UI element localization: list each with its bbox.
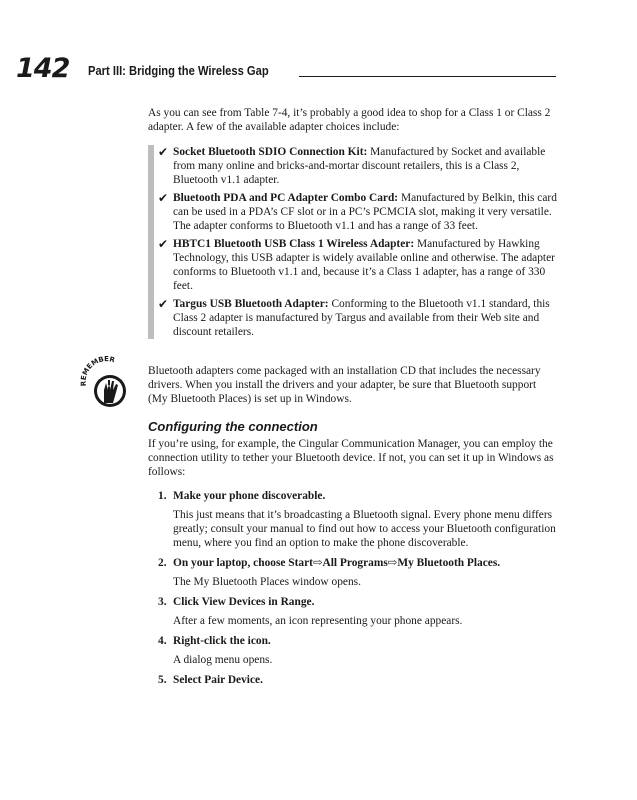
adapter-name: Targus USB Bluetooth Adapter:: [173, 298, 329, 310]
remember-paragraph: Bluetooth adapters come packaged with an installation CD that includes the necessary drivers. When you install the drivers and your adapter, be sure that Bluetooth support (My Bluetooth Places) is set up in Windows.: [148, 365, 541, 405]
part-title: Part III: Bridging the Wireless Gap: [88, 63, 269, 78]
step-title: Make your phone discoverable.: [173, 490, 326, 502]
step-desc: After a few moments, an icon representing your phone appears.: [173, 615, 463, 627]
step-number: 3.: [158, 596, 167, 608]
step-number: 2.: [158, 557, 167, 569]
step-number: 5.: [158, 674, 167, 686]
header-rule: [299, 76, 556, 77]
step-number: 1.: [158, 490, 167, 502]
step-desc: This just means that it’s broadcasting a Bluetooth signal. Every phone menu differs greatly; consult your manual to find out how to access your Bluetooth configuration menu, where you find an option to make the phone discoverable.: [173, 509, 556, 549]
step-desc: A dialog menu opens.: [173, 654, 273, 666]
step-title: On your laptop, choose Start⇨All Programs⇨My Bluetooth Places.: [173, 557, 501, 569]
adapter-desc: Manufactured by Belkin, this card can be used in a PDA’s CF slot or in a PC’s PCMCIA slot, making it very versatile. The adapter conforms to Bluetooth v1.1 and has a range of 33 feet.: [173, 192, 557, 232]
section-heading: Configuring the connection: [148, 419, 318, 434]
step-title: Click View Devices in Range.: [173, 596, 315, 608]
step-number: 4.: [158, 635, 167, 647]
remember-label: REMEMBER: [80, 356, 116, 387]
steps-list: [158, 489, 558, 693]
adapter-desc: Manufactured by Hawking Technology, this USB adapter is widely available online and otherwise. The adapter conforms to Bluetooth v1.1 and, because it’s a Class 1 adapter, has a range of 330 feet.: [173, 238, 555, 292]
list-item: [158, 595, 558, 628]
adapter-name: Socket Bluetooth SDIO Connection Kit:: [173, 146, 368, 158]
adapter-name: HBTC1 Bluetooth USB Class 1 Wireless Adapter:: [173, 238, 415, 250]
list-item: [158, 191, 566, 233]
running-header: [16, 54, 556, 84]
list-item: [158, 489, 558, 550]
check-icon: ✔: [158, 297, 169, 311]
list-item: [158, 634, 558, 667]
check-icon: ✔: [158, 145, 169, 159]
intro-paragraph: As you can see from Table 7-4, it’s probably a good idea to shop for a Class 1 or Class 2 adapter. A few of the available adapter choices include:: [148, 107, 551, 133]
adapter-list: [148, 145, 566, 339]
remember-hand-icon: [80, 356, 132, 410]
adapter-desc: Conforming to the Bluetooth v1.1 standard, this Class 2 adapter is manufactured by Targus and available from their Web site and discount retailers.: [173, 298, 550, 338]
list-item: [158, 673, 558, 687]
step-title: Select Pair Device.: [173, 674, 263, 686]
adapter-name: Bluetooth PDA and PC Adapter Combo Card:: [173, 192, 399, 204]
check-icon: ✔: [158, 237, 169, 251]
list-item: [158, 556, 558, 589]
list-item: [158, 237, 566, 293]
section-intro: If you’re using, for example, the Cingular Communication Manager, you can employ the connection utility to tether your Bluetooth device. If not, you can set it up in Windows as follows:: [148, 438, 554, 478]
step-desc: The My Bluetooth Places window opens.: [173, 576, 361, 588]
check-icon: ✔: [158, 191, 169, 205]
list-item: [158, 145, 566, 187]
page-number: 142: [16, 53, 70, 84]
list-item: [158, 297, 566, 339]
adapter-desc: Manufactured by Socket and available from many online and bricks-and-mortar discount retailers, this is a Class 2, Bluetooth v1.1 adapter.: [173, 146, 546, 186]
step-title: Right-click the icon.: [173, 635, 271, 647]
